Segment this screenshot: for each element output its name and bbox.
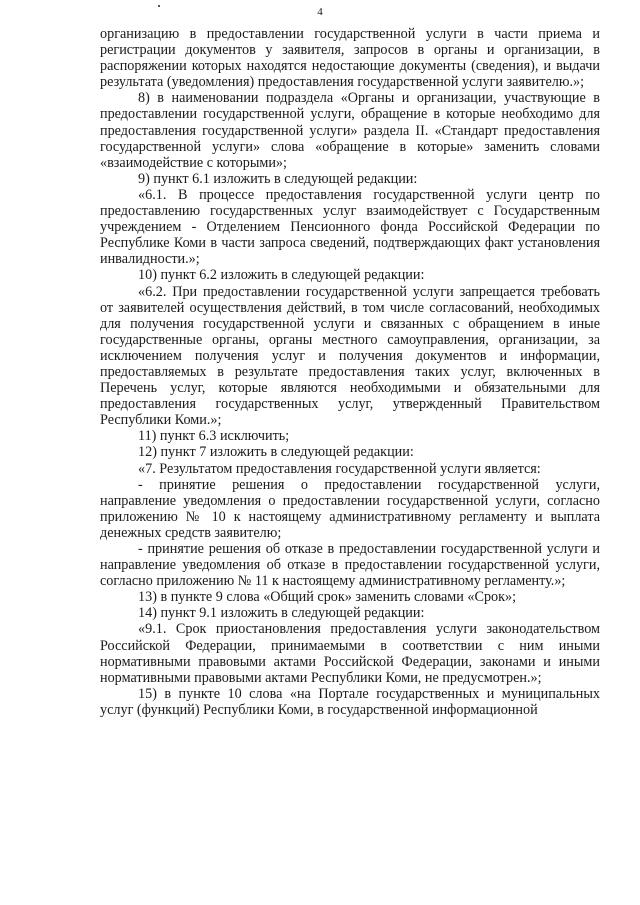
paragraph-p6: «6.2. При предоставлении государственной услуги запрещается требовать от заявителей осуществления действий, в том числе согласований, необходимых для получения государственной услуги и связанных с обращением в иные государственные органы, органы местного самоуправления, организации, за исключением получения услуг и получения документов и информации, предоставляемых в результате предоставления таких услуг, включенных в Перечень услуг, которые являются необходимыми и обязательными для предоставления государственных услуг, утвержденный Правительством Республики Коми.»; [100,283,600,429]
paragraph-p14: «9.1. Срок приостановления предоставления услуги законодательством Российской Федерации, принимаемыми в соответствии с ним иными нормативными правовыми актами Российской Федерации, законами и иными нормативными правовыми актами Республики Коми, не предусмотрен.»; [100,621,600,686]
document-body [100,26,600,718]
paragraph-p15: 15) в пункте 10 слова «на Портале государственных и муниципальных услуг (функций) Республики Коми, в государственной информационной [100,685,600,718]
paragraph-p1: организацию в предоставлении государственной услуги в части приема и регистрации документов у заявителя, запросов в органы и организации, в распоряжении которых находятся недостающие документы (сведения), и выдачи результата (уведомления) предоставления государственной услуги заявителю.»; [100,26,600,91]
paragraph-p10: - принятие решения о предоставлении государственной услуги, направление уведомления о предоставлении государственной услуги, согласно приложению № 10 к настоящему административному регламенту и выплата денежных средств заявителю; [100,476,600,541]
paragraph-p4: «6.1. В процессе предоставления государственной услуги центр по предоставлению государственных услуг взаимодействует с Государственным учреждением - Отделением Пенсионного фонда Российской Федерации по Республике Коми в части запроса сведений, подтверждающих факт установления инвалидности.»; [100,186,600,268]
paragraph-p5: 10) пункт 6.2 изложить в следующей редакции: [138,267,425,284]
page-number: 4 [317,6,323,18]
paragraph-p3: 9) пункт 6.1 изложить в следующей редакции: [138,170,418,187]
paragraph-p11: - принятие решения об отказе в предоставлении государственной услуги и направление уведомления об отказе в предоставлении государственной услуги, согласно приложению № 11 к настоящему административному регламенту.»; [100,541,600,590]
paragraph-p12: 13) в пункте 9 слова «Общий срок» заменить словами «Срок»; [138,589,517,606]
paragraph-p7: 11) пункт 6.3 исключить; [138,428,290,445]
paragraph-p13: 14) пункт 9.1 изложить в следующей редакции: [138,605,425,622]
paragraph-p2: 8) в наименовании подраздела «Органы и организации, участвующие в предоставлении государственной услуги, обращение в которые необходимо для предоставления государственной услуги» раздела II. «Стандарт предоставления государственной услуги» слова «обращение в которые» заменить словами «взаимодействие с которыми»; [100,90,600,171]
paragraph-p8: 12) пункт 7 изложить в следующей редакции: [138,444,414,461]
paragraph-p9: «7. Результатом предоставления государственной услуги является: [138,460,541,477]
